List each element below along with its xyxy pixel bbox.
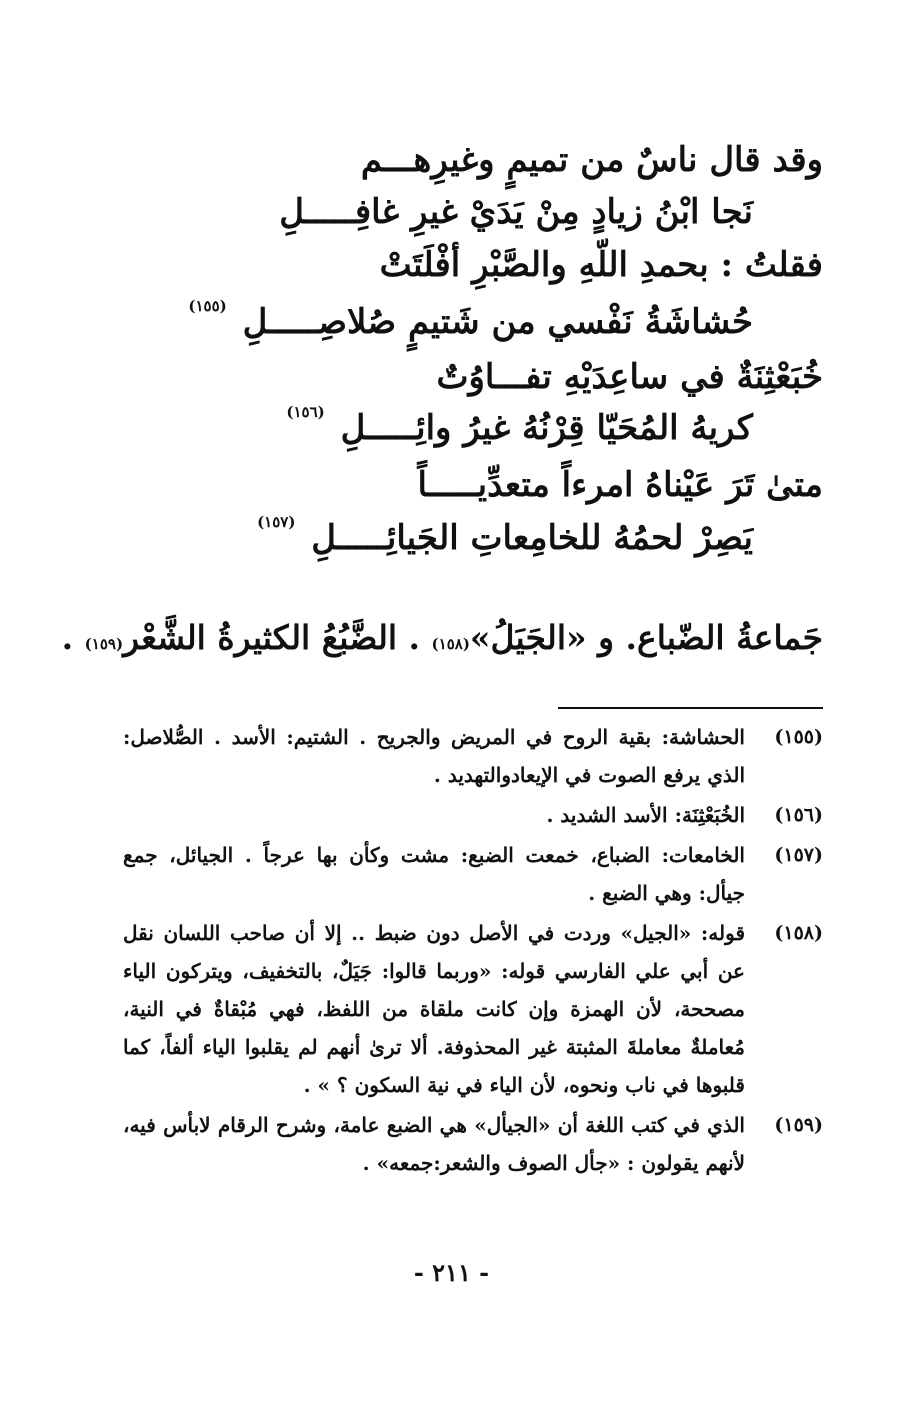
verse-line — [123, 357, 823, 397]
verse-text: خُبَعْثِنَةٌ في ساعِدَيْهِ تفـــاوُتٌ — [436, 357, 823, 397]
verse-text: فقلتُ : بحمدِ اللّهِ والصَّبْرِ أفْلَتَتْ — [379, 245, 823, 285]
footnote-text: الخامعات: الضباع، خمعت الضبع: مشت وكأن بها عرجاً . الجيائل، جمع جيأل: وهي الضبع . — [123, 843, 745, 905]
footnote-number: (١٥٦) — [774, 804, 823, 826]
footnote-item — [123, 1106, 823, 1182]
footnote-text: الحشاشة: بقية الروح في المريض والجريح . الشتيم: الأسد . الصُّلاصل: الذي يرفع الصوت في الإيعادوالتهديد . — [123, 725, 745, 787]
footnote-text: الخُبَعْثِنَة: الأسد الشديد . — [546, 803, 745, 827]
footnote-number: (١٥٧) — [774, 844, 823, 866]
footnote-item — [123, 914, 823, 1104]
footnote-item — [123, 836, 823, 912]
footnote-number: (١٥٥) — [774, 726, 823, 748]
verse-text: حُشاشَةُ نَفْسي من شَتيمٍ صُلاصِـــــلِ — [242, 302, 753, 342]
verse-line — [123, 245, 823, 285]
footnote-marker: (١٥٥) — [188, 297, 227, 315]
verse-text: نَجا ابْنُ زيادٍ مِنْ يَدَيْ غيرِ غافِـــــلِ — [279, 192, 753, 232]
verse-line — [53, 513, 753, 558]
footnote-marker: (١٥٧) — [257, 513, 296, 531]
poem-intro-line: وقد قال ناسٌ من تميمٍ وغيرِهـــم — [360, 140, 823, 180]
footnote-number: (١٥٨) — [774, 922, 823, 944]
prose-text: جَماعةُ الضّباع. و «الجَيَلُ» — [469, 618, 823, 657]
footnote-marker: (١٥٨) — [431, 635, 470, 653]
page-number: - ٢١١ - — [413, 1258, 490, 1287]
verse-line — [123, 465, 823, 505]
footnote-text: قوله: «الجيل» وردت في الأصل دون ضبط .. إلا أن صاحب اللسان نقل عن أبي علي الفارسي قوله: «وربما قالوا: جَيَلٌ، بالتخفيف، ويتركون الياء مصححة، لأن الهمزة وإن كانت ملقاة من اللفظ، فهي مُبْقاةٌ في النية، مُعاملةٌ معاملةَ المثبتة غير المحذوفة. ألا ترىٰ أنهم لم يقلبوا الياء ألفاً، كما قلبوها في ناب ونحوه، لأن الياء في نية السكون ؟ » . — [123, 921, 745, 1097]
verse-text: يَصِرْ لحمُهُ للخامِعاتِ الجَيائِـــــلِ — [311, 518, 753, 558]
verse-line — [53, 297, 753, 342]
verse-text: كريهُ المُحَيّا قِرْنُهُ غيرُ وائِـــــلِ — [340, 408, 753, 448]
footnote-item — [123, 718, 823, 794]
verse-line — [53, 403, 753, 448]
footnote-marker: (١٥٦) — [286, 403, 325, 421]
prose-text: . — [61, 618, 74, 657]
footnotes — [123, 718, 823, 1184]
footnote-number: (١٥٩) — [774, 1114, 823, 1136]
verse-line — [53, 192, 753, 232]
footnote-item — [123, 796, 823, 834]
verse-text: متىٰ تَرَ عَيْناهُ امرءاً متعدِّيـــــاً — [417, 465, 823, 505]
prose-line — [61, 618, 823, 657]
footnote-text: الذي في كتب اللغة أن «الجيأل» هي الضبع عامة، وشرح الرقام لابأس فيه، لأنهم يقولون : «جأل الصوف والشعر:جمعه» . — [123, 1113, 745, 1175]
footnote-divider — [558, 707, 823, 709]
prose-text: . الضَّبُعُ الكثيرةُ الشَّعْر — [123, 618, 421, 657]
footnote-marker: (١٥٩) — [84, 635, 124, 653]
